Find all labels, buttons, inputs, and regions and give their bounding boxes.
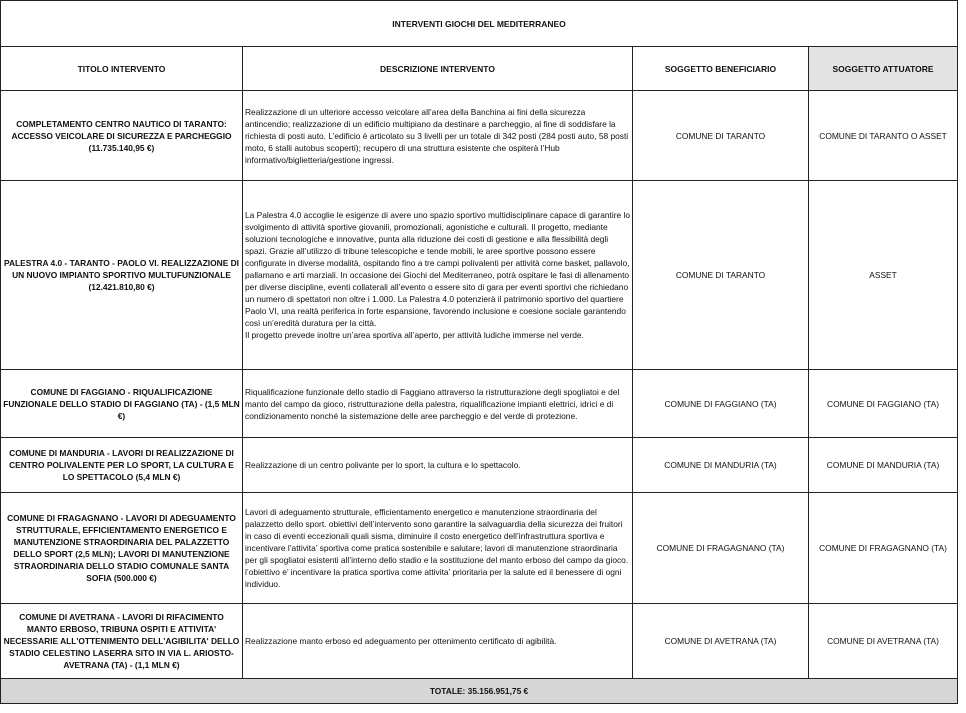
row-title: COMPLETAMENTO CENTRO NAUTICO DI TARANTO: ACCESSO VEICOLARE DI SICUREZZA E PARCHEGGIO (11.735.140,95 €) xyxy=(1,91,243,181)
row-description: Realizzazione manto erboso ed adeguamento per ottenimento certificato di agibilità. xyxy=(243,604,633,679)
row-beneficiary: COMUNE DI MANDURIA (TA) xyxy=(633,438,809,493)
table-row xyxy=(1,604,958,679)
row-beneficiary: COMUNE DI TARANTO xyxy=(633,91,809,181)
row-beneficiary: COMUNE DI TARANTO xyxy=(633,181,809,370)
row-implementer: COMUNE DI TARANTO O ASSET xyxy=(809,91,958,181)
row-title: COMUNE DI AVETRANA - LAVORI DI RIFACIMENTO MANTO ERBOSO, TRIBUNA OSPITI E ATTIVITA' NECESSARIE ALL'OTTENIMENTO DELL'AGIBILITA' DELLO STADIO CELESTINO LASERRA SITO IN VIA L. ARIOSTO- AVETRANA (TA) - (1,1 MLN €) xyxy=(1,604,243,679)
table-row xyxy=(1,493,958,604)
header-descrizione: DESCRIZIONE INTERVENTO xyxy=(243,47,633,91)
row-title: COMUNE DI MANDURIA - LAVORI DI REALIZZAZIONE DI CENTRO POLIVALENTE PER LO SPORT, LA CULTURA E LO SPETTACOLO (5,4 MLN €) xyxy=(1,438,243,493)
table-row xyxy=(1,91,958,181)
row-description: Riqualificazione funzionale dello stadio di Faggiano attraverso la ristrutturazione degli spogliatoi e del manto del campo da gioco, ristrutturazione della palestra, riqualificazione impianti elettrici, idrici e di condizionamento nonché la sistemazione delle aree parcheggio e del verde di protezione. xyxy=(243,370,633,438)
row-description: La Palestra 4.0 accoglie le esigenze di avere uno spazio sportivo multidisciplinare capace di garantire lo svolgimento di attività sportive giovanili, promozionali, agonistiche e culturali. Il progetto, mediante soluzioni tecnologiche e innovative, punta alla riduzione dei costi di gestione e alla flessibilità degli spazi. Grazie all’utilizzo di tribune telescopiche e tende mobili, le aree sportive possono essere configurate in diverse modalità, ospitando fino a tre campi polivalenti per attività come basket, pallavolo, pallamano e arti marziali. In occasione dei Giochi del Mediterraneo, potrà ospitare le fasi di allenamento per diverse discipline, eventi collaterali all’evento o essere sito di gara per eventi sportivi che richiedano un numero di spettatori non oltre i 1.000. La Palestra 4.0 potenzierà il patrimonio sportivo del quartiere Paolo VI, una realtà periferica in forte espansione, favorendo inclusione e coesione sociale garantendo così un’eredità duratura per la città. Il progetto prevede inoltre un’area sportiva all’aperto, per attività ludiche immerse nel verde. xyxy=(243,181,633,370)
table-total-row xyxy=(1,679,958,704)
table-row xyxy=(1,438,958,493)
row-description: Lavori di adeguamento strutturale, efficientamento energetico e manutenzione straordinaria del palazzetto dello sport. obiettivi dell’intervento sono garantire la salvaguardia della sicurezza dei fruitori in caso di eventi eccezionali quali sisma, diminuire il costo energetico dell’infrastruttura sportiva e incentivare l’attivita’ sportiva come pratica sostenibile e salutare; lavori di manutenzione straordinaria per gli spogliatoi esistenti all’interno dello stadio e la sostituzione del manto erboso del campo da gioco. l’obiettivo e’ incentivare la pratica sportiva come attivita’ prioritaria per la salute ed il benessere di ogni individuo. xyxy=(243,493,633,604)
row-title: COMUNE DI FAGGIANO - RIQUALIFICAZIONE FUNZIONALE DELLO STADIO DI FAGGIANO (TA) - (1,5 MLN €) xyxy=(1,370,243,438)
row-implementer: COMUNE DI FAGGIANO (TA) xyxy=(809,370,958,438)
table-title-row xyxy=(1,1,958,47)
table-total: TOTALE: 35.156.951,75 € xyxy=(1,679,958,704)
row-implementer: COMUNE DI MANDURIA (TA) xyxy=(809,438,958,493)
table-title: INTERVENTI GIOCHI DEL MEDITERRANEO xyxy=(1,1,958,47)
row-beneficiary: COMUNE DI AVETRANA (TA) xyxy=(633,604,809,679)
row-implementer: COMUNE DI FRAGAGNANO (TA) xyxy=(809,493,958,604)
header-titolo: TITOLO INTERVENTO xyxy=(1,47,243,91)
row-description: Realizzazione di un centro polivante per lo sport, la cultura e lo spettacolo. xyxy=(243,438,633,493)
row-implementer: ASSET xyxy=(809,181,958,370)
row-beneficiary: COMUNE DI FAGGIANO (TA) xyxy=(633,370,809,438)
row-beneficiary: COMUNE DI FRAGAGNANO (TA) xyxy=(633,493,809,604)
row-title: COMUNE DI FRAGAGNANO - LAVORI DI ADEGUAMENTO STRUTTURALE, EFFICIENTAMENTO ENERGETICO E MANUTENZIONE STRAORDINARIA DEL PALAZZETTO DELLO SPORT (2,5 MLN); LAVORI DI MANUTENZIONE STRAORDINARIA DELLO STADIO COMUNALE SANTA SOFIA (500.000 €) xyxy=(1,493,243,604)
header-attuatore: SOGGETTO ATTUATORE xyxy=(809,47,958,91)
table-row xyxy=(1,370,958,438)
table-row xyxy=(1,181,958,370)
row-title: PALESTRA 4.0 - TARANTO - PAOLO VI. REALIZZAZIONE DI UN NUOVO IMPIANTO SPORTIVO MULTUFUNZIONALE (12.421.810,80 €) xyxy=(1,181,243,370)
header-beneficiario: SOGGETTO BENEFICIARIO xyxy=(633,47,809,91)
table-header-row xyxy=(1,47,958,91)
row-implementer: COMUNE DI AVETRANA (TA) xyxy=(809,604,958,679)
row-description: Realizzazione di un ulteriore accesso veicolare all’area della Banchina ai fini della sicurezza antincendio; realizzazione di un edificio multipiano da destinare a parcheggio, al fine di soddisfare la richiesta di posti auto. L’edificio è articolato su 3 livelli per un totale di 342 posti (284 posti auto, 58 posti moto, 6 stalli autobus scoperti); recupero di una struttura esistente che ospiterà l’Hub informativo/biglietteria/gestione ingressi. xyxy=(243,91,633,181)
